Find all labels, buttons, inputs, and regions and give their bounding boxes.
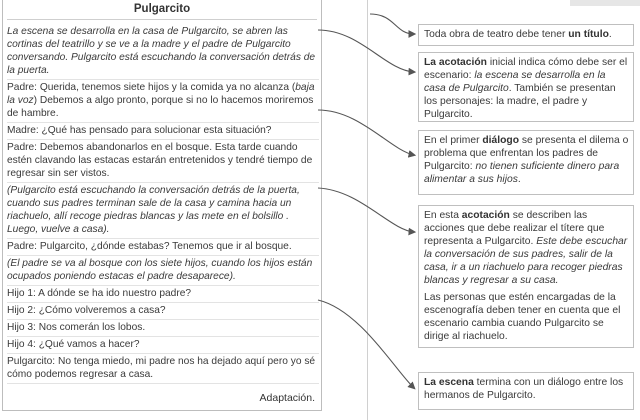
note-2-italic: la escena se desarrolla en la casa de Pulgarcito: [424, 70, 606, 94]
arrow-title: [370, 14, 414, 34]
dialogue-line-1-c: ) Debemos a algo pronto, porque si no lo hacemos moriremos de hambre.: [7, 95, 314, 119]
arrow-first-dialogue: [318, 110, 414, 155]
dialogue-line-2: Madre: ¿Qué has pensado para solucionar esta situación?: [7, 123, 319, 140]
arrow-second-direction: [318, 188, 414, 232]
note-3-italic: no tienen suficiente dinero para alimentar a sus hijos: [424, 161, 620, 185]
dialogue-line-3: Padre: Debemos abandonarlos en el bosque. Esta tarde cuando estén clavando las estacas estarán entretenidos y tendré tiempo de regresar sin ser vistos.: [7, 140, 319, 183]
note-4-text: En esta: [424, 210, 462, 221]
dialogue-line-6: Hijo 2: ¿Cómo volveremos a casa?: [7, 303, 319, 320]
note-title: [418, 24, 634, 46]
dialogue-line-1-aside: baja la voz: [7, 82, 315, 106]
note-3-text: En el primer: [424, 135, 483, 146]
dialogue-line-4: Padre: Pulgarcito, ¿dónde estabas? Tenemos que ir al bosque.: [7, 239, 319, 256]
dialogue-line-9: Pulgarcito: No tenga miedo, mi padre nos ha dejado aquí pero yo sé cómo podemos regresar a casa.: [7, 354, 319, 384]
note-first-dialogue: [418, 130, 634, 195]
note-4-bold: acotación: [461, 210, 510, 221]
stage-direction-3: (El padre se va al bosque con los siete hijos, cuando los hijos están ocupados poniendo estacas el padre desaparece).: [7, 256, 319, 286]
note-4-para-1: [424, 209, 629, 287]
note-initial-direction: [418, 52, 634, 122]
note-2-text-end: . También se presentan los personajes: la madre, el padre y Pulgarcito.: [424, 83, 616, 120]
note-2-bold: La acotación: [424, 57, 487, 68]
note-4-para-2: Las personas que estén encargadas de la escenografía deben tener en cuenta que el escenario cambia cuando Pulgarcito se dirige al riachuelo.: [424, 292, 621, 342]
stage-direction-2: (Pulgarcito está escuchando la conversación detrás de la puerta, cuando sus padres terminan sale de la casa y camina hacia un riachuelo, allí recoge piedras blancas y las mete en el bolsillo . Luego, vuelve a casa).: [7, 183, 319, 239]
adaptation-label: Adaptación.: [259, 392, 315, 404]
dialogue-line-7: Hijo 3: Nos comerán los lobos.: [7, 320, 319, 337]
note-4-italic: Este debe escuchar la conversación de sus padres, salir de la casa, ir a un riachuelo para recoger piedras blancas y regresar a su casa.: [424, 236, 628, 286]
arrow-initial-direction: [318, 30, 414, 72]
note-title-bold: un título: [568, 29, 609, 40]
note-final-scene: [418, 372, 634, 410]
note-title-text: Toda obra de teatro debe tener: [424, 29, 569, 40]
note-title-end: .: [608, 29, 612, 40]
stage-direction-1: La escena se desarrolla en la casa de Pulgarcito, se abren las cortinas del teatrillo y se ve a la madre y el padre de Pulgarcito conversando. Pulgarcito está escuchando la conversación detrás de la puerta.: [7, 24, 319, 80]
note-3-end: .: [517, 174, 521, 185]
dialogue-line-5: Hijo 1: A dónde se ha ido nuestro padre?: [7, 286, 319, 303]
arrow-final-scene: [318, 300, 414, 388]
note-4-text-2: se describen las acciones que debe realizar el títere que representa a Pulgarcito.: [424, 210, 605, 247]
note-5-bold: La escena: [424, 377, 474, 388]
note-5-text: termina con un diálogo entre los hermanos de Pulgarcito.: [424, 377, 624, 401]
note-3-text-2: se presenta el dilema o problema que enfrentan los padres de Pulgarcito:: [424, 135, 629, 172]
note-3-bold: diálogo: [482, 135, 519, 146]
dialogue-line-8: Hijo 4: ¿Qué vamos a hacer?: [7, 337, 319, 354]
note-2-text: inicial indica cómo debe ser el escenario:: [424, 57, 628, 81]
script-title: Pulgarcito: [133, 3, 191, 15]
note-second-direction: [418, 205, 634, 348]
dialogue-line-1-a: Padre: Querida, tenemos siete hijos y la comida ya no alcanza (: [7, 82, 296, 93]
